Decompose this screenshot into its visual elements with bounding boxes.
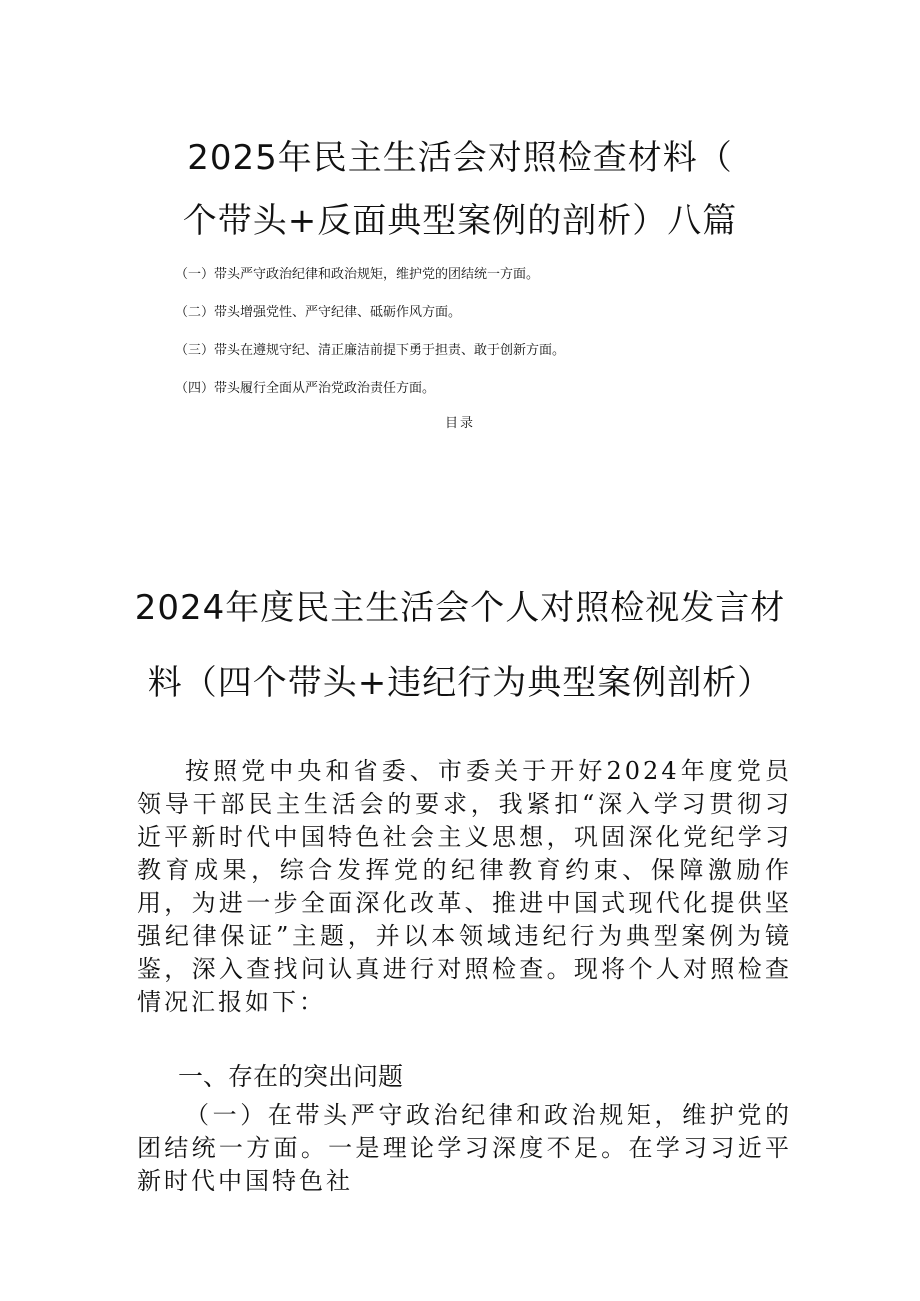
- doc2-title-line1: 2024年度民主生活会个人对照检视发言材: [134, 588, 786, 628]
- section-heading-problems: 一、存在的突出问题: [178, 1062, 404, 1091]
- doc1-title-line2: 个带头+反面典型案例的剖析）八篇: [182, 201, 738, 241]
- toc-heading: 目录: [444, 416, 475, 431]
- toc-item-2: （二）带头增强党性、严守纪律、砥砺作风方面。: [175, 305, 462, 320]
- toc-item-3: （三）带头在遵规守纪、清正廉洁前提下勇于担责、敢于创新方面。: [175, 343, 566, 358]
- toc-item-4: （四）带头履行全面从严治党政治责任方面。: [175, 381, 436, 396]
- doc2-title-line2: 料（四个带头+违纪行为典型案例剖析）: [147, 663, 773, 703]
- body-paragraph-intro: 按照党中央和省委、市委关于开好2024年度党员领导干部民主生活会的要求，我紧扣“深入学习贯彻习近平新时代中国特色社会主义思想，巩固深化党纪学习教育成果，综合发挥党的纪律教育约束、保障激励作用，为进一步全面深化改革、推进中国式现代化提供坚强纪律保证”主题，并以本领域违纪行为典型案例为镜鉴，深入查找问认真进行对照检查。现将个人对照检查情况汇报如下：: [137, 757, 792, 1016]
- doc1-title-line1: 2025年民主生活会对照检查材料（: [187, 138, 733, 178]
- body-paragraph-problem-1: （一）在带头严守政治纪律和政治规矩，维护党的团结统一方面。一是理论学习深度不足。在学习习近平新时代中国特色社: [137, 1101, 792, 1195]
- toc-item-1: （一）带头严守政治纪律和政治规矩，维护党的团结统一方面。: [175, 267, 540, 282]
